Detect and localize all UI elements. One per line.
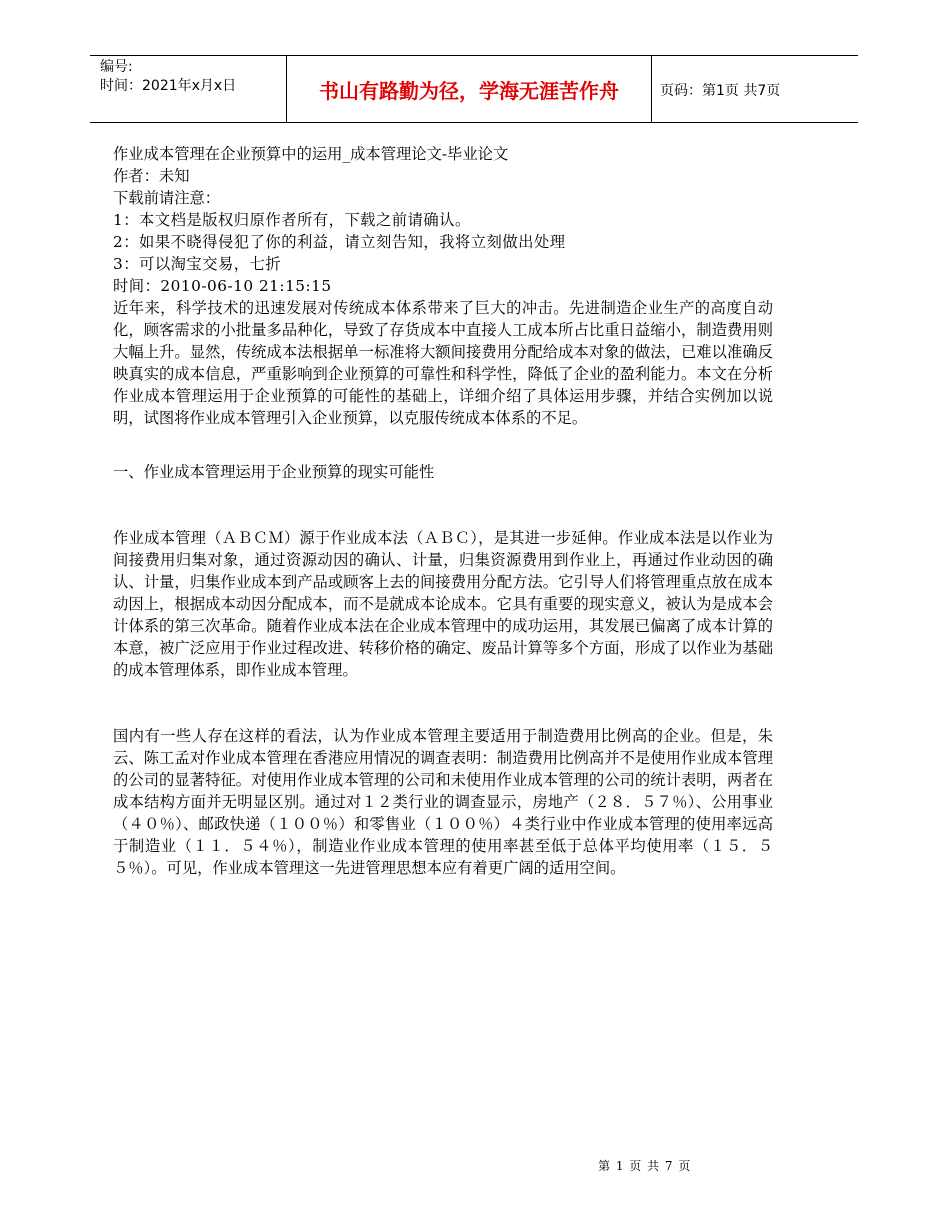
spacer — [113, 681, 773, 725]
notice-item-3: 3：可以淘宝交易，七折 — [113, 255, 282, 273]
notice-item-1: 1：本文档是版权归原作者所有，下载之前请确认。 — [113, 211, 471, 229]
header-motto: 书山有路勤为径，学海无涯苦作舟 — [286, 56, 652, 122]
author-line: 作者：未知 — [113, 167, 190, 185]
header-page-info: 页码：第1页 共7页 — [660, 83, 781, 99]
page-footer: 第 1 页 共 7 页 — [598, 1159, 692, 1173]
spacer — [113, 429, 773, 461]
notice-item-2: 2：如果不晓得侵犯了你的利益，请立刻告知，我将立刻做出处理 — [113, 233, 566, 251]
spacer — [113, 483, 773, 527]
time-label: 时间：2021年x月x日 — [100, 78, 237, 94]
body-paragraph-1: 作业成本管理（ＡＢＣＭ）源于作业成本法（ＡＢＣ），是其进一步延伸。作业成本法是以作业为间接费用归集对象，通过资源动因的确认、计量，归集资源费用到作业上，再通过作业动因的确认、计量，归集作业成本到产品或顾客上去的间接费用分配方法。它引导人们将管理重点放在成本动因上，根据成本动因分配成本，而不是就成本论成本。它具有重要的现实意义，被认为是成本会计体系的第三次革命。随着作业成本法在企业成本管理中的成功运用，其发展已偏离了成本计算的本意，被广泛应用于作业过程改进、转移价格的确定、废品计算等多个方面，形成了以作业为基础的成本管理体系，即作业成本管理。 — [113, 529, 773, 679]
number-label: 编号: — [100, 59, 133, 75]
body-paragraph-2: 国内有一些人存在这样的看法，认为作业成本管理主要适用于制造费用比例高的企业。但是，朱云、陈工孟对作业成本管理在香港应用情况的调查表明：制造费用比例高并不是使用作业成本管理的公司的显著特征。对使用作业成本管理的公司和未使用作业成本管理的公司的统计表明，两者在成本结构方面并无明显区别。通过对１２类行业的调查显示，房地产（２８．５７％）、公用事业（４０％）、邮政快递（１００％）和零售业（１００％）４类行业中作业成本管理的使用率远高于制造业（１１．５４％），制造业作业成本管理的使用率甚至低于总体平均使用率（１５．５５％）。可见，作业成本管理这一先进管理思想本应有着更广阔的适用空间。 — [113, 727, 773, 877]
page-header — [90, 55, 858, 123]
header-meta — [100, 58, 236, 96]
document-body — [113, 143, 773, 879]
notice-title: 下载前请注意： — [113, 189, 221, 207]
document-title: 作业成本管理在企业预算中的运用_成本管理论文-毕业论文 — [113, 145, 509, 163]
abstract-paragraph: 近年来，科学技术的迅速发展对传统成本体系带来了巨大的冲击。先进制造企业生产的高度自动化，顾客需求的小批量多品种化，导致了存货成本中直接人工成本所占比重日益缩小，制造费用则大幅上升。显然，传统成本法根据单一标准将大额间接费用分配给成本对象的做法，已难以准确反映真实的成本信息，严重影响到企业预算的可靠性和科学性，降低了企业的盈利能力。本文在分析作业成本管理运用于企业预算的可能性的基础上，详细介绍了具体运用步骤，并结合实例加以说明，试图将作业成本管理引入企业预算，以克服传统成本体系的不足。 — [113, 299, 773, 427]
time-line: 时间：2010-06-10 21:15:15 — [113, 277, 332, 295]
section-heading: 一、作业成本管理运用于企业预算的现实可能性 — [113, 463, 435, 481]
